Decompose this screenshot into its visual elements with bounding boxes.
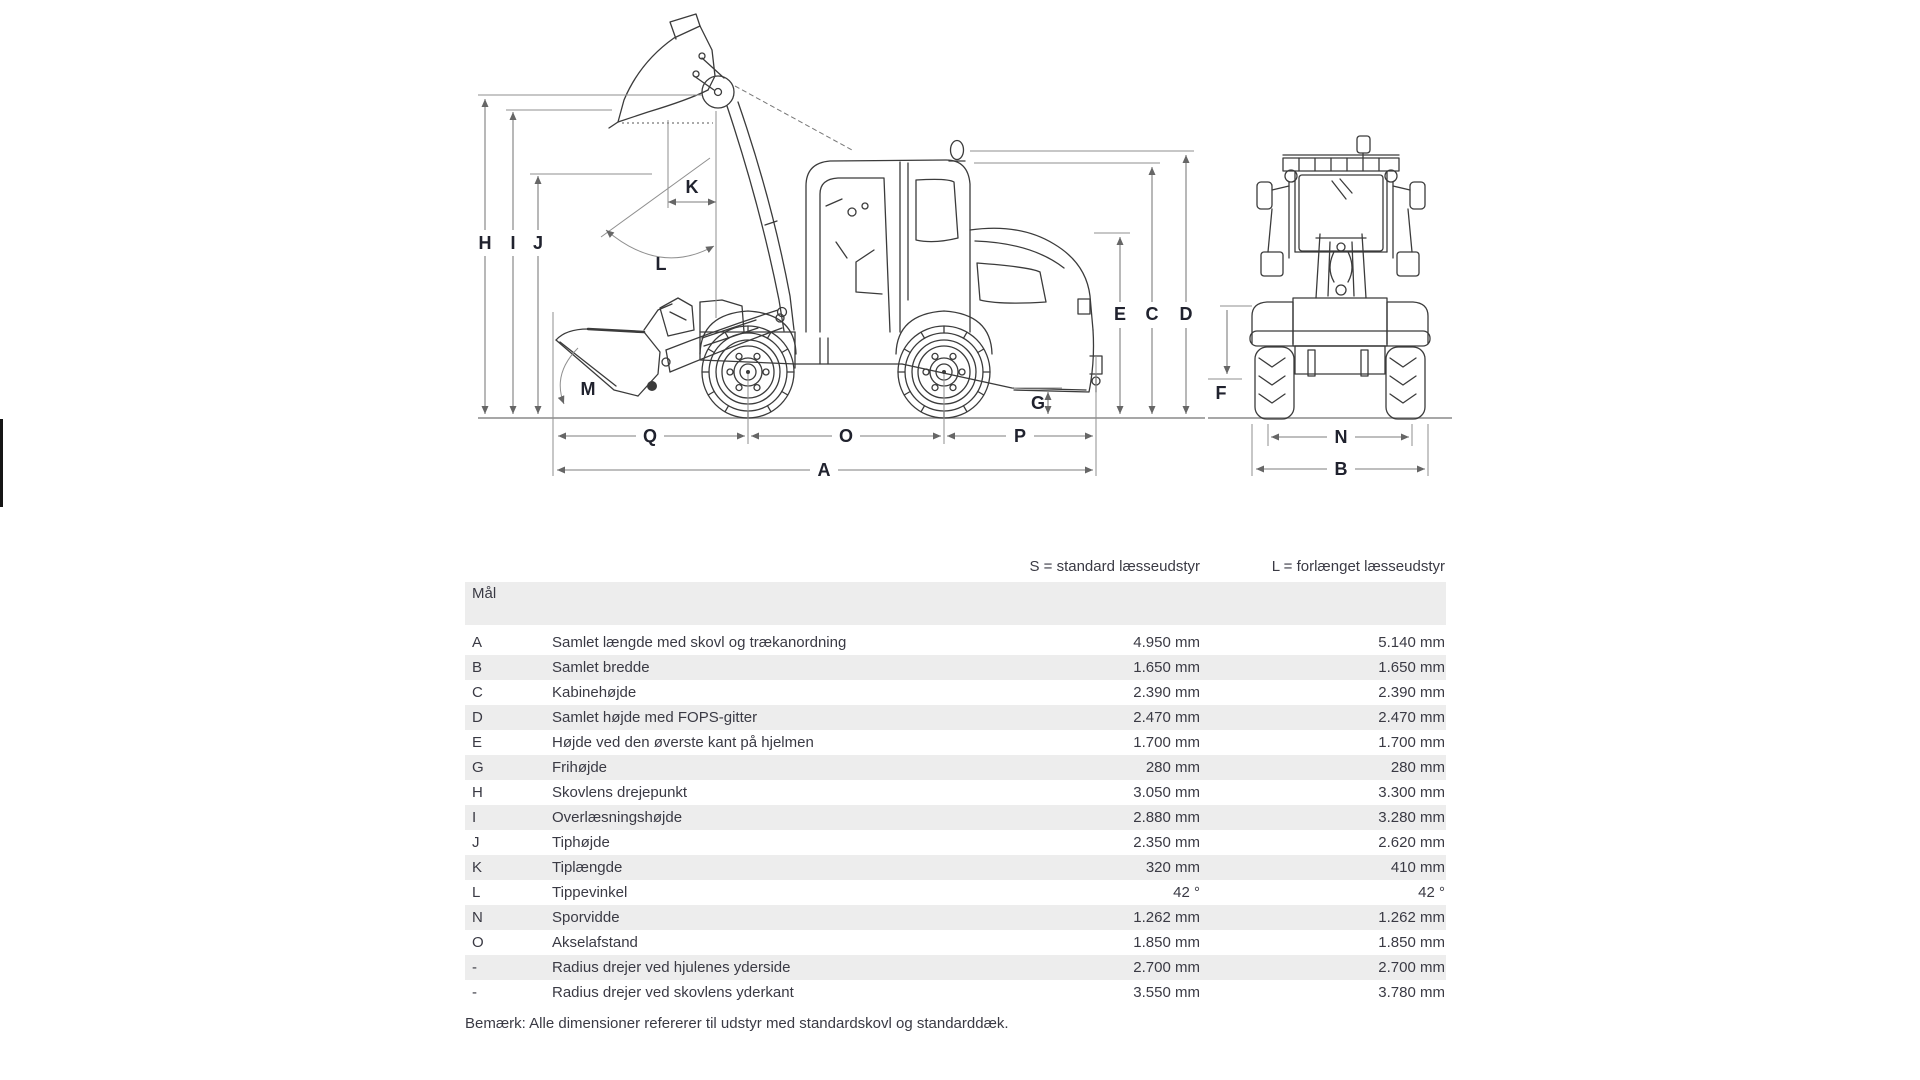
row-label: Overlæsningshøjde xyxy=(552,809,683,826)
tire-left xyxy=(1255,347,1294,419)
table-row xyxy=(465,805,1446,830)
row-key: I xyxy=(472,809,477,826)
table-row xyxy=(465,830,1446,855)
row-value-standard: 1.262 mm xyxy=(1133,909,1200,926)
row-value-standard: 4.950 mm xyxy=(1133,634,1200,651)
row-value-standard: 2.350 mm xyxy=(1133,834,1200,851)
table-row xyxy=(465,630,1446,655)
row-key: E xyxy=(472,734,483,751)
fender-front-left xyxy=(1252,302,1293,344)
row-value-extended: 3.780 mm xyxy=(1378,984,1445,1001)
row-value-standard: 3.050 mm xyxy=(1133,784,1200,801)
row-key: K xyxy=(472,859,483,876)
row-label: Tiphøjde xyxy=(552,834,610,851)
table-note: Bemærk: Alle dimensioner refererer til udstyr med standardskovl og standarddæk. xyxy=(465,1015,1009,1032)
row-value-extended: 1.850 mm xyxy=(1378,934,1445,951)
mirror-right xyxy=(1410,182,1425,209)
dim-label-J: J xyxy=(532,233,544,253)
row-key: B xyxy=(472,659,483,676)
row-value-extended: 5.140 mm xyxy=(1378,634,1445,651)
row-label: Samlet længde med skovl og trækanordning xyxy=(552,634,847,651)
row-key: - xyxy=(472,984,477,1001)
chassis xyxy=(700,300,1086,390)
row-value-standard: 1.850 mm xyxy=(1133,934,1200,951)
row-key: J xyxy=(472,834,480,851)
legend-extended: L = forlænget læsseudstyr xyxy=(1271,558,1445,575)
dim-label-L: L xyxy=(655,254,667,274)
fops-roof xyxy=(1283,158,1399,171)
table-legend xyxy=(465,552,1446,582)
table-section-title: Mål xyxy=(465,582,1446,625)
dim-label-N: N xyxy=(1334,427,1348,447)
dim-label-M: M xyxy=(580,379,596,399)
row-label: Tiplængde xyxy=(552,859,623,876)
left-edge-artifact xyxy=(0,419,3,507)
dim-label-C: C xyxy=(1145,304,1159,324)
table-row xyxy=(465,755,1446,780)
dim-label-G: G xyxy=(1030,393,1046,413)
table-row xyxy=(465,980,1446,1005)
beacon-front xyxy=(1357,136,1370,153)
row-value-standard: 320 mm xyxy=(1145,859,1200,876)
row-value-extended: 1.262 mm xyxy=(1378,909,1445,926)
row-value-standard: 3.550 mm xyxy=(1133,984,1200,1001)
table-row xyxy=(465,880,1446,905)
row-label: Skovlens drejepunkt xyxy=(552,784,688,801)
row-value-extended: 2.390 mm xyxy=(1378,684,1445,701)
wiper xyxy=(1332,179,1352,199)
row-value-extended: 280 mm xyxy=(1390,759,1445,776)
row-value-extended: 1.650 mm xyxy=(1378,659,1445,676)
cab xyxy=(806,141,970,333)
row-label: Højde ved den øverste kant på hjelmen xyxy=(552,734,814,751)
dim-label-A: A xyxy=(817,460,831,480)
dim-label-E: E xyxy=(1113,304,1127,324)
dim-label-D: D xyxy=(1179,304,1193,324)
dimensions-table xyxy=(465,552,1446,1032)
table-row xyxy=(465,705,1446,730)
row-value-extended: 2.620 mm xyxy=(1378,834,1445,851)
row-key: A xyxy=(472,634,483,651)
beacon-side xyxy=(951,141,964,160)
tire-right xyxy=(1386,347,1425,419)
row-label: Samlet højde med FOPS-gitter xyxy=(552,709,758,726)
row-value-extended: 2.700 mm xyxy=(1378,959,1445,976)
row-label: Frihøjde xyxy=(552,759,608,776)
bumper xyxy=(1250,331,1430,346)
row-key: N xyxy=(472,909,483,926)
table-row xyxy=(465,780,1446,805)
dim-label-H: H xyxy=(478,233,492,253)
row-value-extended: 3.300 mm xyxy=(1378,784,1445,801)
row-key: C xyxy=(472,684,483,701)
row-value-standard: 1.650 mm xyxy=(1133,659,1200,676)
table-row xyxy=(465,855,1446,880)
dim-label-Q: Q xyxy=(642,426,658,446)
row-value-standard: 1.700 mm xyxy=(1133,734,1200,751)
row-value-standard: 42 ° xyxy=(1173,884,1200,901)
row-value-standard: 2.700 mm xyxy=(1133,959,1200,976)
front-loader-arm xyxy=(1316,234,1366,298)
row-label: Sporvidde xyxy=(552,909,620,926)
dim-label-I: I xyxy=(510,233,516,253)
row-label: Akselafstand xyxy=(552,934,638,951)
row-value-extended: 1.700 mm xyxy=(1378,734,1445,751)
side-view-dimensions xyxy=(478,95,1194,480)
front-view-dimensions xyxy=(1208,306,1428,479)
row-key: H xyxy=(472,784,483,801)
row-value-extended: 410 mm xyxy=(1390,859,1445,876)
mirror-left xyxy=(1257,182,1272,209)
boom-raised xyxy=(727,86,852,331)
table-rows xyxy=(465,630,1446,1005)
loader-front-view xyxy=(1208,136,1452,419)
table-row xyxy=(465,655,1446,680)
row-value-extended: 42 ° xyxy=(1418,884,1445,901)
table-row xyxy=(465,730,1446,755)
row-label: Radius drejer ved hjulenes yderside xyxy=(552,959,791,976)
row-key: D xyxy=(472,709,483,726)
fender-front-right xyxy=(1387,302,1428,344)
windshield xyxy=(1299,175,1383,251)
bucket-pivot-pin xyxy=(715,89,722,96)
table-row xyxy=(465,955,1446,980)
legend-standard: S = standard læsseudstyr xyxy=(1029,558,1200,575)
row-key: - xyxy=(472,959,477,976)
dim-label-K: K xyxy=(685,177,699,197)
row-value-extended: 2.470 mm xyxy=(1378,709,1445,726)
row-label: Kabinehøjde xyxy=(552,684,637,701)
dim-label-O: O xyxy=(838,426,854,446)
row-value-standard: 2.880 mm xyxy=(1133,809,1200,826)
row-label: Samlet bredde xyxy=(552,659,650,676)
row-key: O xyxy=(472,934,484,951)
row-key: G xyxy=(472,759,484,776)
dim-label-F: F xyxy=(1215,383,1227,403)
row-value-standard: 280 mm xyxy=(1145,759,1200,776)
row-value-standard: 2.470 mm xyxy=(1133,709,1200,726)
row-key: L xyxy=(472,884,481,901)
raised-bucket xyxy=(609,14,724,128)
table-row xyxy=(465,930,1446,955)
table-row xyxy=(465,680,1446,705)
row-label: Tippevinkel xyxy=(552,884,628,901)
table-row xyxy=(465,905,1446,930)
dim-label-B: B xyxy=(1334,459,1348,479)
row-value-extended: 3.280 mm xyxy=(1378,809,1445,826)
row-label: Radius drejer ved skovlens yderkant xyxy=(552,984,794,1001)
dim-label-P: P xyxy=(1013,426,1027,446)
row-value-standard: 2.390 mm xyxy=(1133,684,1200,701)
bucket-pivot-circle xyxy=(702,76,734,108)
